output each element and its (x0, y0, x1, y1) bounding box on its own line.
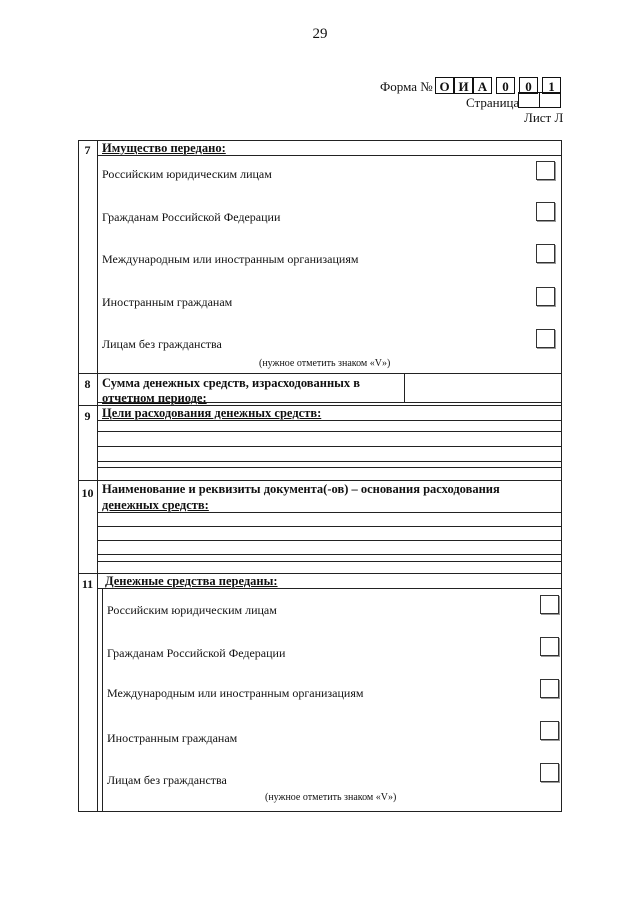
form-code-cell: 0 (519, 77, 538, 94)
checkbox-foreign-citizens[interactable] (536, 287, 555, 306)
list-item: Российским юридическим лицам (102, 167, 272, 181)
list-item: Российским юридическим лицам (107, 603, 277, 617)
form-code-cell: 0 (496, 77, 515, 94)
mark-note: (нужное отметить знаком «V») (265, 792, 397, 803)
list-item: Гражданам Российской Федерации (102, 210, 281, 224)
section-title: денежных средств: (102, 498, 209, 512)
sheet-label: Лист Л (524, 110, 564, 125)
section-title: Имущество передано: (102, 141, 226, 155)
section-number: 10 (81, 486, 94, 500)
form-code-cell: А (473, 77, 492, 94)
section-title: Денежные средства переданы: (105, 574, 278, 588)
checkbox-rf-citizens[interactable] (536, 202, 555, 221)
entry-line[interactable] (97, 431, 562, 432)
section-title: Сумма денежных средств, израсходованных в (102, 376, 361, 390)
title-underline (97, 512, 562, 513)
table-border-left (78, 140, 79, 811)
entry-line[interactable] (97, 540, 562, 541)
list-item: Иностранным гражданам (102, 295, 233, 309)
table-border-right (561, 140, 562, 811)
page-number: 29 (312, 26, 328, 42)
entry-line[interactable] (97, 526, 562, 527)
section-title: Наименование и реквизиты документа(-ов) – основания расходования (102, 482, 500, 496)
section-title: отчетном периоде: (102, 391, 207, 405)
list-item: Лицам без гражданства (107, 773, 227, 787)
checkbox-rf-citizens[interactable] (540, 637, 559, 656)
list-item: Международным или иностранным организациям (107, 686, 364, 700)
page-label: Страница (466, 95, 520, 110)
section-title: Цели расходования денежных средств: (102, 406, 322, 420)
mark-note: (нужное отметить знаком «V») (259, 358, 391, 369)
form-code-cell: О (435, 77, 454, 94)
entry-line[interactable] (97, 561, 562, 562)
section-number: 7 (84, 143, 91, 157)
section-number: 11 (81, 577, 94, 591)
checkbox-stateless[interactable] (540, 763, 559, 782)
list-item: Иностранным гражданам (107, 731, 238, 745)
checkbox-legal-entities[interactable] (536, 161, 555, 180)
checkbox-foreign-citizens[interactable] (540, 721, 559, 740)
title-underline (97, 402, 562, 403)
number-column-divider (97, 140, 98, 811)
page-field[interactable] (518, 92, 540, 108)
list-item: Лицам без гражданства (102, 337, 222, 351)
entry-line[interactable] (97, 554, 562, 555)
form-number-label: Форма № (380, 79, 433, 94)
checkbox-international-orgs[interactable] (540, 679, 559, 698)
entry-line[interactable] (97, 461, 562, 462)
page-field[interactable] (539, 92, 561, 108)
inner-column-divider (102, 588, 103, 811)
form-code-cell: И (454, 77, 473, 94)
form-code-cell: 1 (542, 77, 561, 94)
checkbox-stateless[interactable] (536, 329, 555, 348)
list-item: Гражданам Российской Федерации (107, 646, 286, 660)
list-item: Международным или иностранным организациям (102, 252, 359, 266)
checkbox-legal-entities[interactable] (540, 595, 559, 614)
title-underline (97, 420, 562, 421)
row-divider (78, 480, 562, 481)
entry-line[interactable] (97, 467, 562, 468)
title-underline (97, 155, 562, 156)
checkbox-international-orgs[interactable] (536, 244, 555, 263)
entry-line[interactable] (97, 446, 562, 447)
section-number: 8 (84, 377, 91, 391)
title-underline (97, 588, 562, 589)
amount-field[interactable] (405, 374, 561, 402)
section-number: 9 (84, 409, 91, 423)
table-border-bottom (78, 811, 562, 812)
